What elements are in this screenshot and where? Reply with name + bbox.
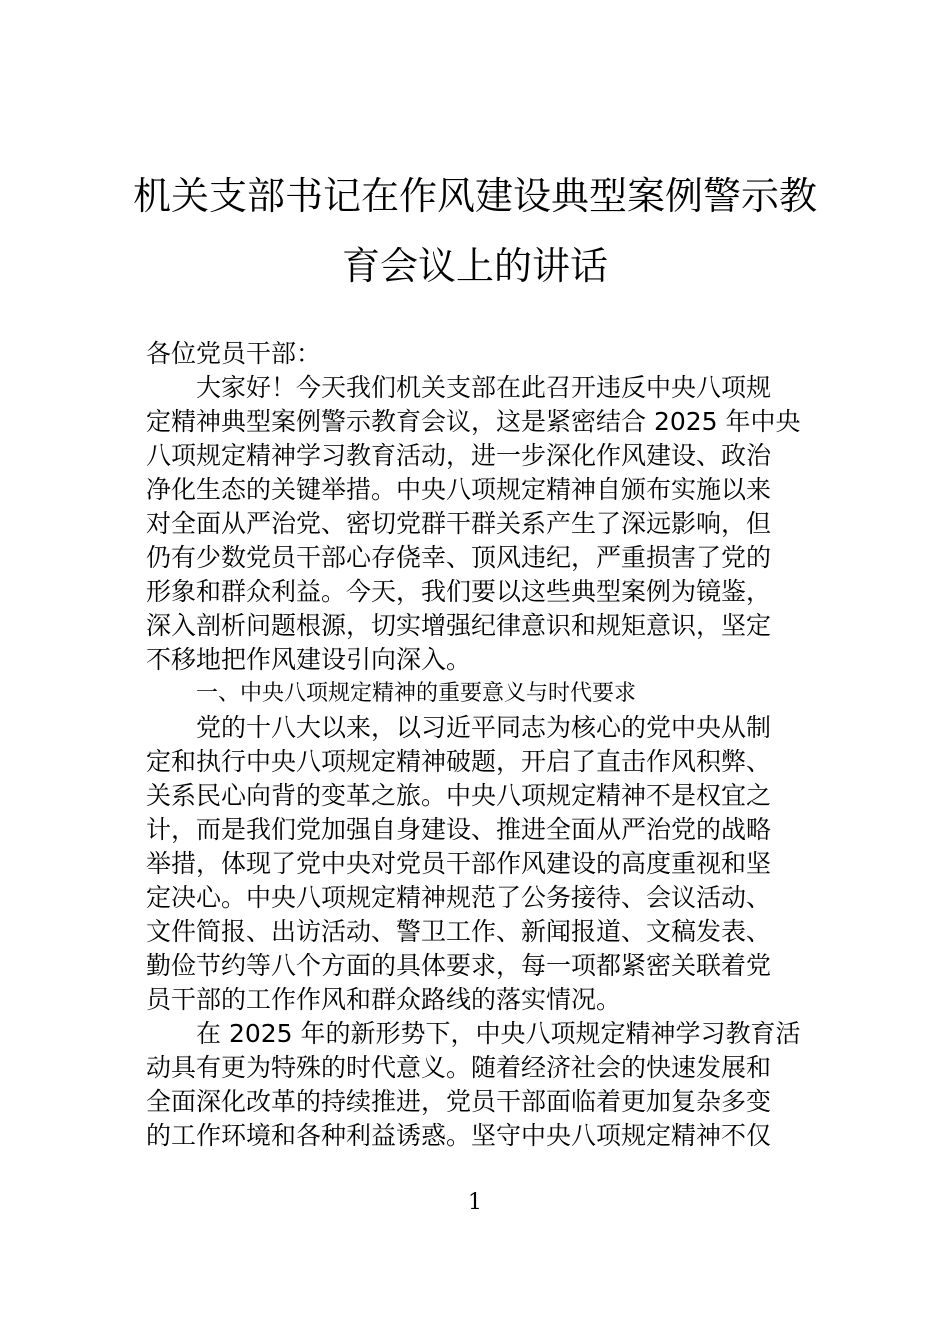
paragraph-2-line: 员干部的工作作风和群众路线的落实情况。: [146, 985, 622, 1014]
section-heading-1: 一、中央八项规定精神的重要意义与时代要求: [196, 681, 637, 706]
paragraph-2-line: 勤俭节约等八个方面的具体要求，每一项都紧密关联着党: [146, 951, 772, 980]
document-title-line-1: 机关支部书记在作风建设典型案例警示教: [132, 174, 817, 218]
paragraph-1-line: 定精神典型案例警示教育会议，这是紧密结合 2025 年中央: [146, 407, 801, 436]
paragraph-2-line: 文件简报、出访活动、警卫工作、新闻报道、文稿发表、: [146, 917, 772, 946]
paragraph-1-line: 八项规定精神学习教育活动，进一步深化作风建设、政治: [146, 441, 772, 470]
paragraph-3-line: 动具有更为特殊的时代意义。随着经济社会的快速发展和: [146, 1053, 772, 1082]
document-body: [146, 337, 806, 1153]
paragraph-2-line: 定决心。中央八项规定精神规范了公务接待、会议活动、: [146, 883, 772, 912]
paragraph-1-line: 不移地把作风建设引向深入。: [146, 645, 472, 674]
paragraph-2-line: 定和执行中央八项规定精神破题，开启了直击作风积弊、: [146, 747, 772, 776]
paragraph-1-line: 大家好！今天我们机关支部在此召开违反中央八项规: [196, 373, 772, 402]
salutation: 各位党员干部：: [146, 339, 322, 368]
paragraph-1-line: 深入剖析问题根源，切实增强纪律意识和规矩意识，坚定: [146, 611, 772, 640]
paragraph-2-line: 党的十八大以来，以习近平同志为核心的党中央从制: [196, 713, 772, 742]
paragraph-1-line: 净化生态的关键举措。中央八项规定精神自颁布实施以来: [146, 475, 772, 504]
paragraph-3-line: 全面深化改革的持续推进，党员干部面临着更加复杂多变: [146, 1087, 772, 1116]
paragraph-3-line: 的工作环境和各种利益诱惑。坚守中央八项规定精神不仅: [146, 1121, 772, 1150]
paragraph-1-line: 形象和群众利益。今天，我们要以这些典型案例为镜鉴，: [146, 577, 772, 606]
paragraph-3-line: 在 2025 年的新形势下，中央八项规定精神学习教育活: [196, 1019, 801, 1048]
paragraph-1-line: 对全面从严治党、密切党群干群关系产生了深远影响，但: [146, 509, 772, 538]
page-number: 1: [468, 1190, 482, 1215]
paragraph-2-line: 计，而是我们党加强自身建设、推进全面从严治党的战略: [146, 815, 772, 844]
paragraph-2-line: 关系民心向背的变革之旅。中央八项规定精神不是权宜之: [146, 781, 772, 810]
paragraph-1-line: 仍有少数党员干部心存侥幸、顶风违纪，严重损害了党的: [146, 543, 772, 572]
paragraph-2-line: 举措，体现了党中央对党员干部作风建设的高度重视和坚: [146, 849, 772, 878]
document-title-line-2: 育会议上的讲话: [341, 244, 608, 288]
